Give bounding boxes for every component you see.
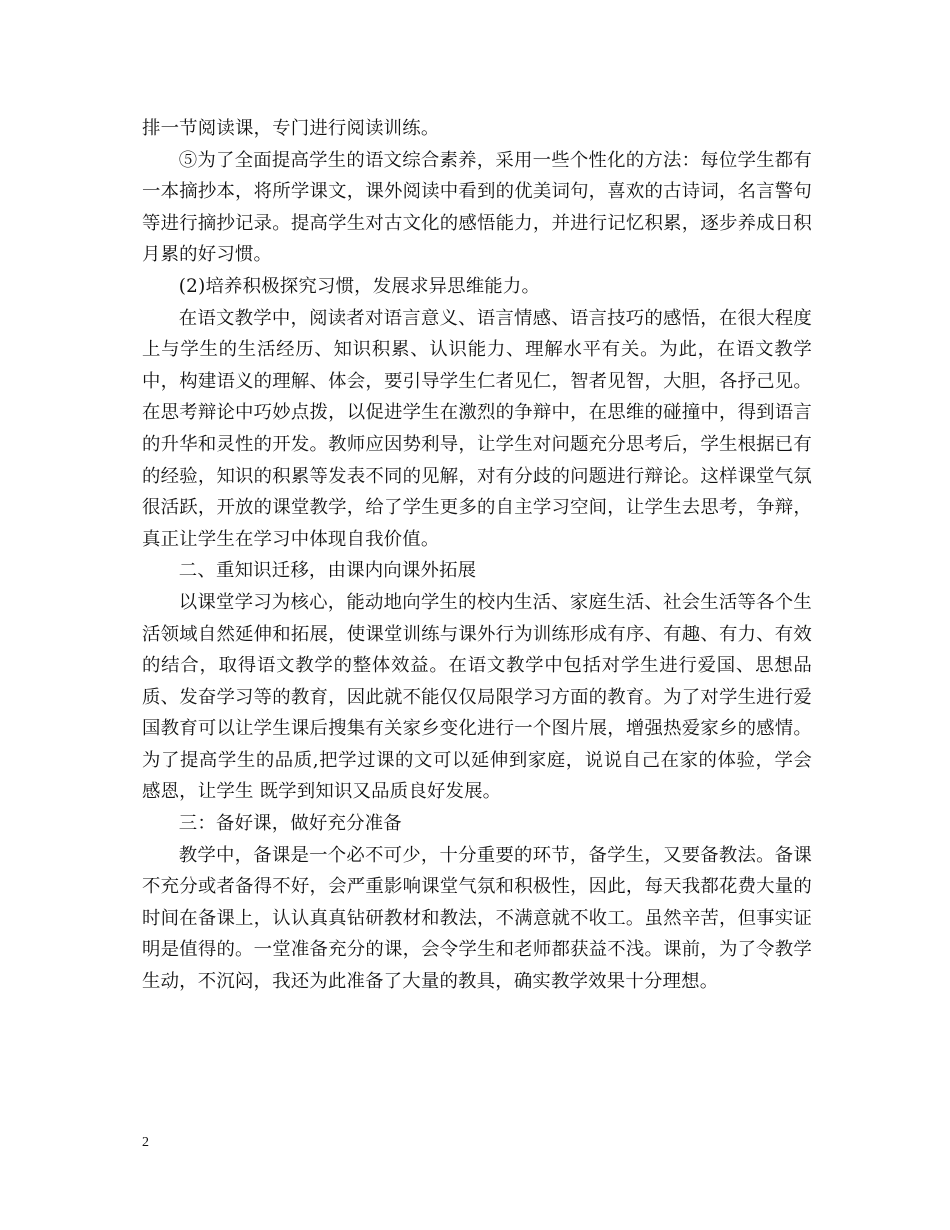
heading-lesson-preparation: 三：备好课，做好充分准备 <box>178 813 402 835</box>
page-body <box>142 113 812 998</box>
paragraph-lesson-preparation: 教学中，备课是一个必不可少，十分重要的环节，备学生，又要备教法。备课不充分或者备得不好，会严重影响课堂气氛和积极性，因此，每天我都花费大量的时间在备课上，认认真真钻研教材和教法，不满意就不收工。虽然辛苦，但事实证明是值得的。一堂准备充分的课，会令学生和老师都获益不浅。课前，为了令教学生动，不沉闷，我还为此准备了大量的教具，确实教学效果十分理想。 <box>142 844 812 993</box>
paragraph-inquiry-teaching: 在语文教学中，阅读者对语言意义、语言情感、语言技巧的感悟，在很大程度上与学生的生活经历、知识积累、认识能力、理解水平有关。为此，在语文教学中，构建语义的理解、体会，要引导学生仁者见仁，智者见智，大胆，各抒己见。在思考辩论中巧妙点拨，以促进学生在激烈的争辩中，在思维的碰撞中，得到语言的升华和灵性的开发。教师应因势利导，让学生对问题充分思考后，学生根据已有的经验，知识的积累等发表不同的见解，对有分歧的问题进行辩论。这样课堂气氛很活跃，开放的课堂教学，给了学生更多的自主学习空间，让学生去思考，争辩，真正让学生在学习中体现自我价值。 <box>142 307 812 550</box>
page-number: 2 <box>142 1135 149 1150</box>
paragraph-excerpt-notebook: ⑤为了全面提高学生的语文综合素养，采用一些个性化的方法：每位学生都有一本摘抄本，将所学课文，课外阅读中看到的优美词句，喜欢的古诗词，名言警句等进行摘抄记录。提高学生对古文化的感悟能力，并进行记忆积累，逐步养成日积月累的好习惯。 <box>142 149 812 266</box>
subheading-inquiry-habit: (2)培养积极探究习惯，发展求异思维能力。 <box>178 275 541 297</box>
heading-knowledge-transfer: 二、重知识迁移，由课内向课外拓展 <box>178 560 477 582</box>
paragraph-continuation: 排一节阅读课，专门进行阅读训练。 <box>142 118 440 139</box>
paragraph-knowledge-transfer: 以课堂学习为核心，能动地向学生的校内生活、家庭生活、社会生活等各个生活领域自然延伸和拓展，使课堂训练与课外行为训练形成有序、有趣、有力、有效的结合，取得语文教学的整体效益。在语文教学中包括对学生进行爱国、思想品质、发奋学习等的教育，因此就不能仅仅局限学习方面的教育。为了对学生进行爱国教育可以让学生课后搜集有关家乡变化进行一个图片展，增强热爱家乡的感情。为了提高学生的品质,把学过课的文可以延伸到家庭，说说自己在家的体验，学会感恩，让学生 既学到知识又品质良好发展。 <box>142 591 812 803</box>
